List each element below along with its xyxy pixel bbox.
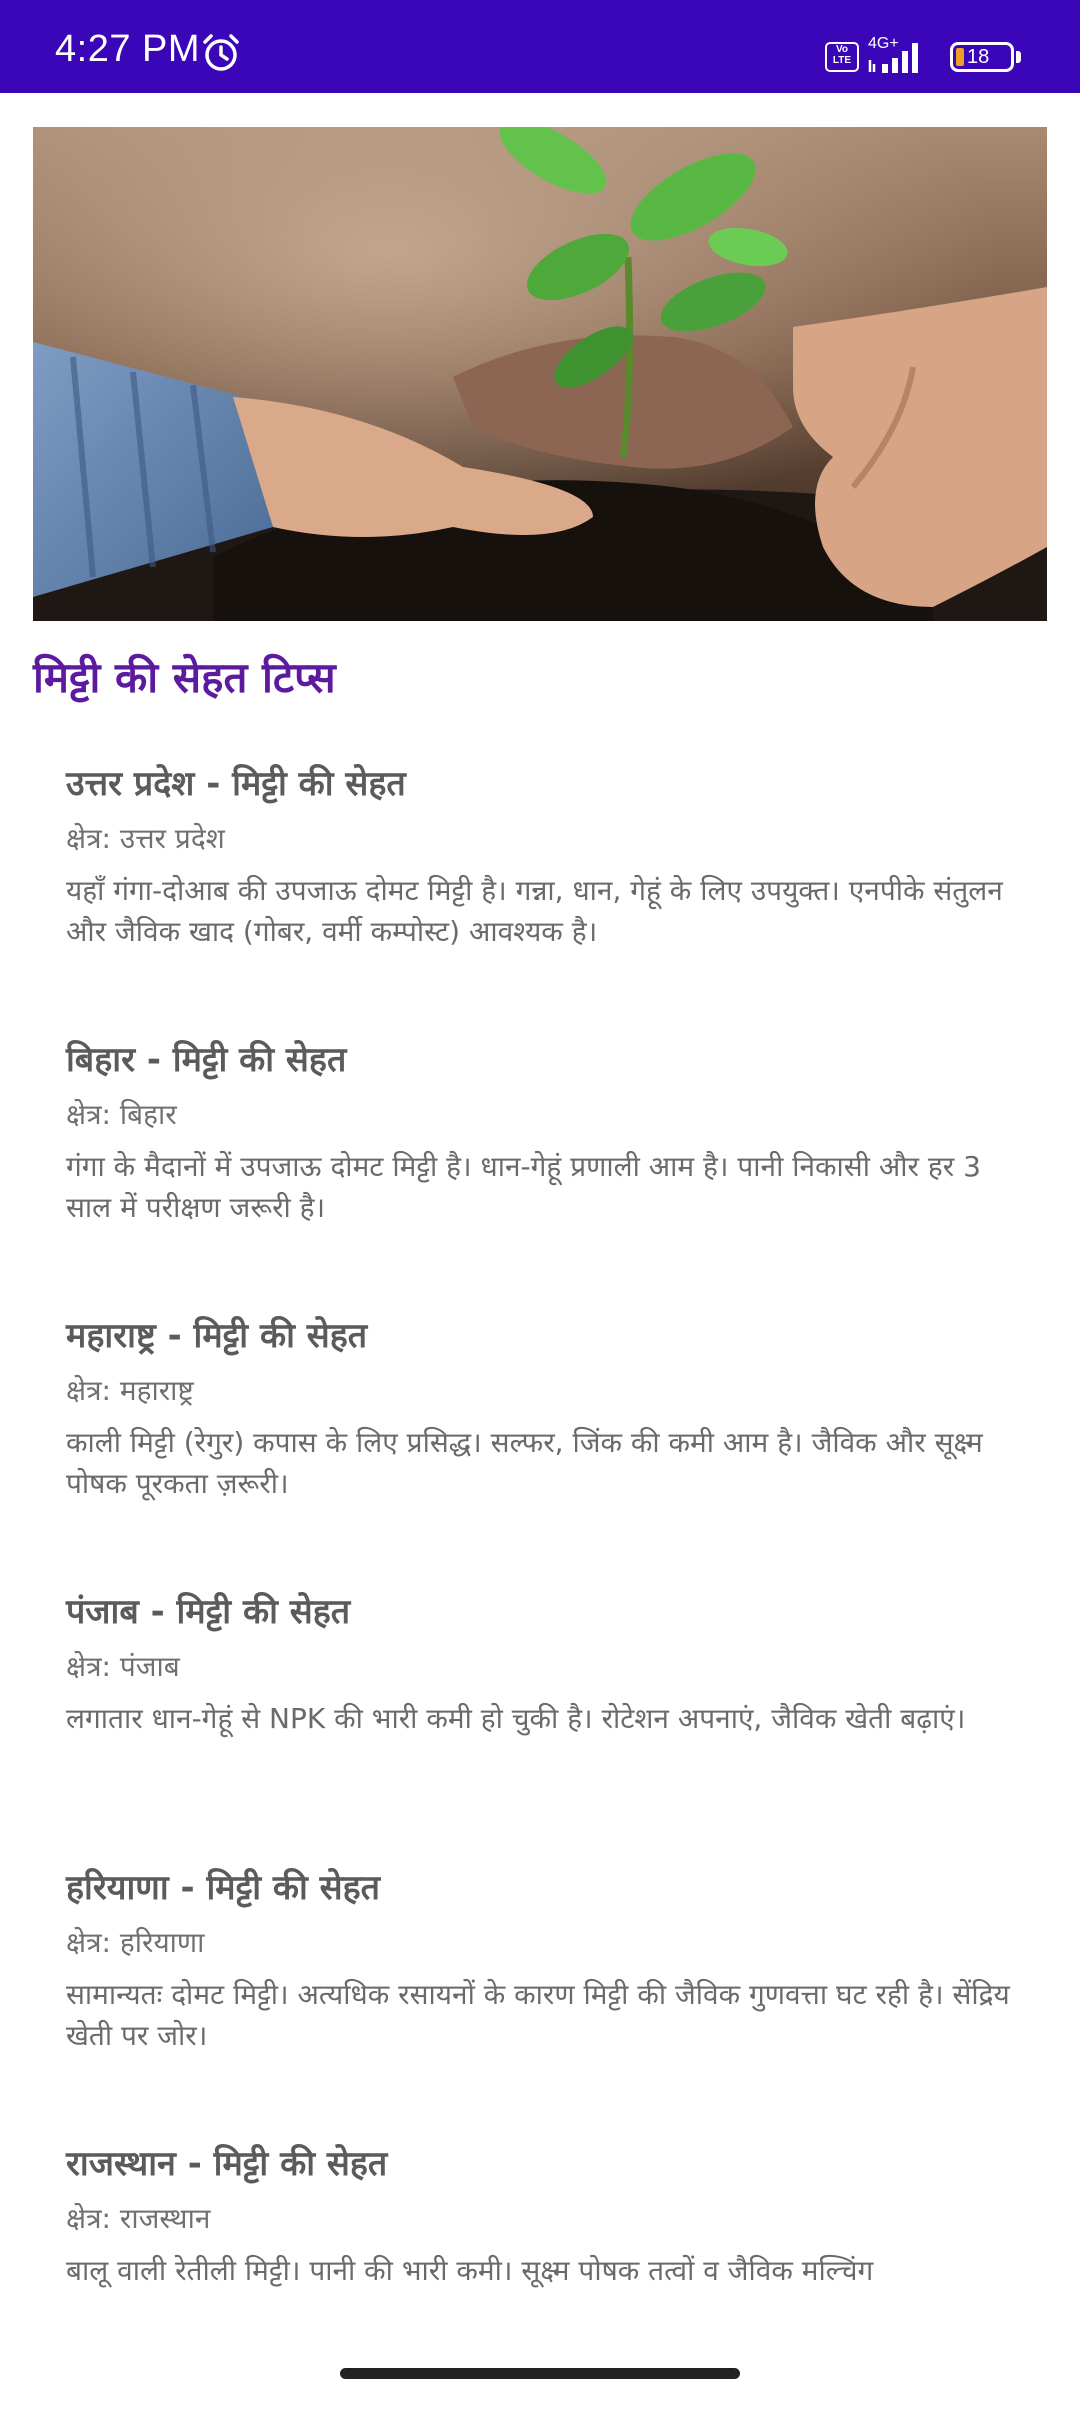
network-type-label: 4G+ [868, 35, 899, 52]
tip-title: महाराष्ट्र - मिट्टी की सेहत [66, 1316, 368, 1356]
tip-region: क्षेत्र: उत्तर प्रदेश [66, 822, 225, 855]
tip-description: लगातार धान-गेहूं से NPK की भारी कमी हो चुकी है। रोटेशन अपनाएं, जैविक खेती बढ़ाएं। [66, 1702, 966, 1735]
tip-region: क्षेत्र: बिहार [66, 1098, 177, 1131]
home-indicator[interactable] [340, 2368, 740, 2379]
tip-region: क्षेत्र: राजस्थान [66, 2202, 211, 2235]
seedling-in-hands-image [33, 127, 1047, 621]
tip-item[interactable] [66, 1864, 1026, 2140]
alarm-clock-icon [200, 32, 242, 74]
tip-description: काली मिट्टी (रेगुर) कपास के लिए प्रसिद्ध। सल्फर, जिंक की कमी आम है। जैविक और सूक्ष्म पोषक पूरकता ज़रूरी। [66, 1426, 983, 1500]
status-bar [0, 0, 1080, 93]
tip-title: बिहार - मिट्टी की सेहत [66, 1040, 347, 1080]
battery-fill [956, 48, 964, 66]
tip-item[interactable] [66, 1588, 1026, 1864]
battery-level: 18 [967, 46, 990, 68]
volte-icon [825, 42, 859, 72]
signal-strength-icon [866, 35, 938, 74]
tips-list [66, 760, 1026, 2416]
tip-description: बालू वाली रेतीली मिट्टी। पानी की भारी कमी। सूक्ष्म पोषक तत्वों व जैविक मल्चिंग [66, 2254, 874, 2287]
battery-cap [1016, 51, 1021, 63]
battery-icon [950, 42, 1014, 72]
tip-region: क्षेत्र: पंजाब [66, 1650, 180, 1683]
volte-label: Vo LTE [832, 44, 852, 66]
page-title: मिट्टी की सेहत टिप्स [33, 653, 336, 702]
tip-item[interactable] [66, 760, 1026, 1036]
hero-image [33, 127, 1047, 621]
tip-description: सामान्यतः दोमट मिट्टी। अत्यधिक रसायनों के कारण मिट्टी की जैविक गुणवत्ता घट रही है। सेंद्रिय खेती पर जोर। [66, 1978, 1010, 2052]
tip-item[interactable] [66, 1036, 1026, 1312]
tip-title: पंजाब - मिट्टी की सेहत [66, 1592, 351, 1632]
status-time: 4:27 PM [55, 28, 201, 70]
tip-title: उत्तर प्रदेश - मिट्टी की सेहत [66, 764, 406, 804]
tip-item[interactable] [66, 1312, 1026, 1588]
tip-region: क्षेत्र: महाराष्ट्र [66, 1374, 194, 1407]
tip-title: राजस्थान - मिट्टी की सेहत [66, 2144, 388, 2184]
tip-description: यहाँ गंगा-दोआब की उपजाऊ दोमट मिट्टी है। गन्ना, धान, गेहूं के लिए उपयुक्त। एनपीके संतुलन और जैविक खाद (गोबर, वर्मी कम्पोस्ट) आवश्यक है। [66, 874, 1003, 948]
tip-title: हरियाणा - मिट्टी की सेहत [66, 1868, 381, 1908]
tip-description: गंगा के मैदानों में उपजाऊ दोमट मिट्टी है। धान-गेहूं प्रणाली आम है। पानी निकासी और हर 3 साल में परीक्षण जरूरी है। [66, 1150, 981, 1224]
tip-region: क्षेत्र: हरियाणा [66, 1926, 205, 1959]
